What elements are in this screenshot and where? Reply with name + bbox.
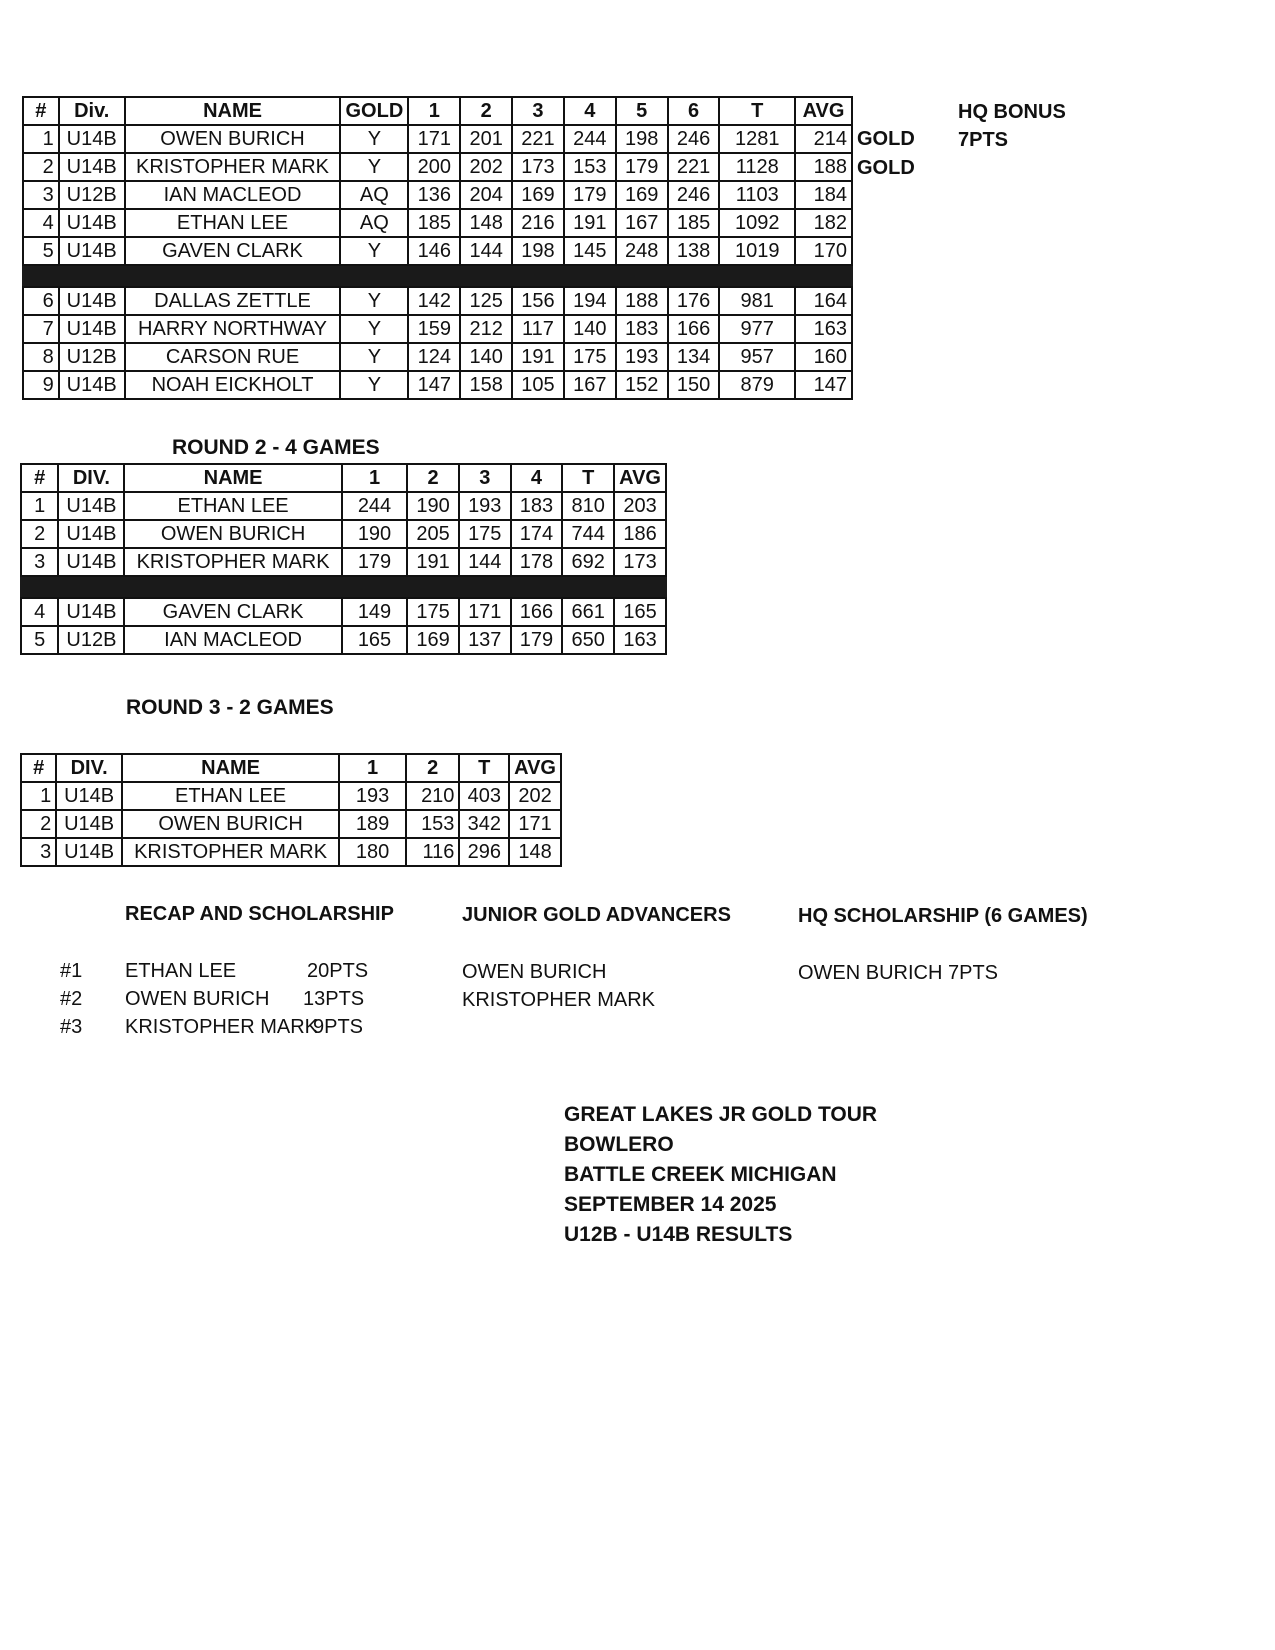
table-row	[21, 838, 561, 866]
gold-mark-1: GOLD	[857, 128, 915, 150]
table-cell: 246	[668, 125, 720, 153]
round1-header-row	[23, 97, 852, 125]
table-cell: 212	[460, 315, 512, 343]
table-cell: 342	[459, 810, 509, 838]
header-game-1: 1	[339, 754, 406, 782]
table-cell: 1019	[719, 237, 795, 265]
table-cell: 202	[509, 782, 561, 810]
table-cell: GAVEN CLARK	[125, 237, 341, 265]
table-cell: 198	[616, 125, 668, 153]
table-row	[21, 810, 561, 838]
recap-pts-1: 20PTS	[307, 960, 369, 982]
table-cell: 145	[564, 237, 616, 265]
table-cell: 185	[408, 209, 460, 237]
header-gold: GOLD	[340, 97, 408, 125]
table-cell: 201	[460, 125, 512, 153]
table-cell: 148	[509, 838, 561, 866]
table-cell: 171	[509, 810, 561, 838]
table-cell: 205	[407, 520, 459, 548]
round2-header-row	[21, 464, 666, 492]
gold-mark-2: GOLD	[857, 157, 915, 179]
table-cell: ETHAN LEE	[124, 492, 342, 520]
table-cell: 3	[21, 838, 56, 866]
table-cell: 191	[564, 209, 616, 237]
table-cell: 879	[719, 371, 795, 399]
header-name: NAME	[122, 754, 339, 782]
header-game-3: 3	[459, 464, 511, 492]
table-cell: 179	[616, 153, 668, 181]
round2-title: ROUND 2 - 4 GAMES	[172, 436, 380, 459]
header-total: T	[719, 97, 795, 125]
table-cell: 180	[339, 838, 406, 866]
table-cell: OWEN BURICH	[122, 810, 339, 838]
advancer-2: KRISTOPHER MARK	[462, 989, 655, 1011]
table-cell: 5	[21, 626, 58, 654]
header-game-1: 1	[408, 97, 460, 125]
table-cell: 144	[459, 548, 511, 576]
table-cell: 176	[668, 287, 720, 315]
table-cell: 140	[460, 343, 512, 371]
separator-bar	[23, 265, 852, 287]
recap-rank-2: #2	[60, 988, 83, 1010]
table-cell: 5	[23, 237, 59, 265]
header-game-4: 4	[564, 97, 616, 125]
table-cell: 138	[668, 237, 720, 265]
table-cell: 189	[339, 810, 406, 838]
header-game-2: 2	[407, 464, 459, 492]
table-row	[23, 125, 852, 153]
table-cell: 190	[407, 492, 459, 520]
table-row	[21, 520, 666, 548]
table-cell: DALLAS ZETTLE	[125, 287, 341, 315]
table-cell: AQ	[340, 209, 408, 237]
table-cell: 144	[460, 237, 512, 265]
table-cell: Y	[340, 315, 408, 343]
table-row	[23, 343, 852, 371]
table-cell: 2	[21, 810, 56, 838]
header-div: DIV.	[58, 464, 124, 492]
table-cell: 153	[564, 153, 616, 181]
table-cell: 246	[668, 181, 720, 209]
round2-table	[20, 463, 667, 655]
table-cell: 165	[342, 626, 407, 654]
table-cell: 650	[562, 626, 614, 654]
table-cell: 147	[408, 371, 460, 399]
table-cell: 244	[564, 125, 616, 153]
round3-title: ROUND 3 - 2 GAMES	[126, 696, 334, 719]
table-cell: 216	[512, 209, 564, 237]
table-cell: 164	[795, 287, 852, 315]
header-rank: #	[21, 464, 58, 492]
table-cell: ETHAN LEE	[122, 782, 339, 810]
table-cell: 167	[564, 371, 616, 399]
table-cell: U14B	[58, 520, 124, 548]
table-cell: 167	[616, 209, 668, 237]
header-total: T	[562, 464, 614, 492]
table-cell: 1281	[719, 125, 795, 153]
table-cell: 183	[616, 315, 668, 343]
table-cell: U14B	[58, 492, 124, 520]
table-cell: 152	[616, 371, 668, 399]
header-game-4: 4	[511, 464, 563, 492]
table-cell: 179	[564, 181, 616, 209]
header-name: NAME	[124, 464, 342, 492]
table-cell: 4	[21, 598, 58, 626]
table-cell: 156	[512, 287, 564, 315]
table-cell: ETHAN LEE	[125, 209, 341, 237]
table-cell: U12B	[59, 181, 125, 209]
table-cell: 3	[23, 181, 59, 209]
table-cell: 4	[23, 209, 59, 237]
table-cell: 146	[408, 237, 460, 265]
table-cell: U12B	[59, 343, 125, 371]
table-cell: U14B	[59, 153, 125, 181]
header-rank: #	[21, 754, 56, 782]
table-cell: OWEN BURICH	[125, 125, 341, 153]
table-cell: 203	[614, 492, 666, 520]
header-game-3: 3	[512, 97, 564, 125]
table-cell: 2	[21, 520, 58, 548]
table-cell: U14B	[59, 125, 125, 153]
table-cell: 1	[21, 782, 56, 810]
header-div: Div.	[59, 97, 125, 125]
table-cell: 957	[719, 343, 795, 371]
table-cell: 175	[459, 520, 511, 548]
header-game-5: 5	[616, 97, 668, 125]
table-cell: 134	[668, 343, 720, 371]
table-cell: 166	[511, 598, 563, 626]
header-rank: #	[23, 97, 59, 125]
table-cell: 188	[795, 153, 852, 181]
table-cell: 200	[408, 153, 460, 181]
table-cell: 7	[23, 315, 59, 343]
table-cell: 6	[23, 287, 59, 315]
table-cell: NOAH EICKHOLT	[125, 371, 341, 399]
table-cell: 163	[795, 315, 852, 343]
table-cell: 173	[512, 153, 564, 181]
table-cell: 147	[795, 371, 852, 399]
table-cell: 2	[23, 153, 59, 181]
recap-title: RECAP AND SCHOLARSHIP	[125, 903, 394, 925]
recap-pts-2: 13PTS	[303, 988, 365, 1010]
table-cell: Y	[340, 371, 408, 399]
table-cell: 204	[460, 181, 512, 209]
round3-table	[20, 753, 562, 867]
table-cell: 149	[342, 598, 407, 626]
table-row	[23, 315, 852, 343]
hq-bonus-value: 7PTS	[958, 129, 1009, 151]
table-cell: 221	[512, 125, 564, 153]
table-cell: U14B	[59, 315, 125, 343]
table-row	[21, 626, 666, 654]
recap-rank-1: #1	[60, 960, 83, 982]
table-cell: AQ	[340, 181, 408, 209]
table-cell: 3	[21, 548, 58, 576]
table-cell: 981	[719, 287, 795, 315]
table-cell: HARRY NORTHWAY	[125, 315, 341, 343]
table-cell: 142	[408, 287, 460, 315]
table-cell: 117	[512, 315, 564, 343]
table-cell: 140	[564, 315, 616, 343]
table-row	[21, 782, 561, 810]
table-cell: 159	[408, 315, 460, 343]
table-cell: 182	[795, 209, 852, 237]
table-cell: KRISTOPHER MARK	[125, 153, 341, 181]
table-row	[23, 237, 852, 265]
table-cell: 125	[460, 287, 512, 315]
table-cell: 173	[614, 548, 666, 576]
table-cell: 158	[460, 371, 512, 399]
table-cell: Y	[340, 153, 408, 181]
table-cell: 193	[459, 492, 511, 520]
table-cell: 191	[512, 343, 564, 371]
table-cell: U14B	[56, 810, 122, 838]
hq-scholarship-title: HQ SCHOLARSHIP (6 GAMES)	[798, 905, 1088, 927]
table-cell: 403	[459, 782, 509, 810]
table-cell: 810	[562, 492, 614, 520]
table-cell: 150	[668, 371, 720, 399]
table-cell: Y	[340, 125, 408, 153]
round1-table	[22, 96, 853, 400]
header-game-6: 6	[668, 97, 720, 125]
table-cell: 244	[342, 492, 407, 520]
table-cell: IAN MACLEOD	[124, 626, 342, 654]
table-cell: 221	[668, 153, 720, 181]
table-cell: 153	[406, 810, 459, 838]
table-cell: 194	[564, 287, 616, 315]
table-row	[21, 492, 666, 520]
hq-bonus-label: HQ BONUS	[958, 101, 1066, 123]
table-cell: 163	[614, 626, 666, 654]
table-cell: 179	[511, 626, 563, 654]
table-cell: CARSON RUE	[125, 343, 341, 371]
table-cell: 185	[668, 209, 720, 237]
header-div: DIV.	[56, 754, 122, 782]
table-cell: 248	[616, 237, 668, 265]
table-cell: 210	[406, 782, 459, 810]
event-tour: GREAT LAKES JR GOLD TOUR	[564, 1103, 878, 1126]
table-cell: 148	[460, 209, 512, 237]
table-cell: 136	[408, 181, 460, 209]
table-cell: 744	[562, 520, 614, 548]
table-cell: 191	[407, 548, 459, 576]
advancer-1: OWEN BURICH	[462, 961, 607, 983]
table-cell: 296	[459, 838, 509, 866]
table-row	[21, 548, 666, 576]
hq-scholarship-name: OWEN BURICH	[798, 962, 943, 984]
table-cell: U14B	[58, 548, 124, 576]
recap-name-1: ETHAN LEE	[125, 960, 237, 982]
event-location: BATTLE CREEK MICHIGAN	[564, 1163, 837, 1186]
round3-header-row	[21, 754, 561, 782]
table-cell: U14B	[56, 782, 122, 810]
table-cell: GAVEN CLARK	[124, 598, 342, 626]
table-cell: 1	[21, 492, 58, 520]
recap-pts-3: 9PTS	[313, 1016, 364, 1038]
table-cell: 178	[511, 548, 563, 576]
table-cell: 171	[459, 598, 511, 626]
table-cell: KRISTOPHER MARK	[124, 548, 342, 576]
table-cell: 175	[407, 598, 459, 626]
table-row	[23, 209, 852, 237]
table-cell: 166	[668, 315, 720, 343]
recap-name-3: KRISTOPHER MARK	[125, 1016, 318, 1038]
table-cell: U14B	[58, 598, 124, 626]
recap-name-2: OWEN BURICH	[125, 988, 270, 1010]
table-cell: 9	[23, 371, 59, 399]
event-info	[564, 1100, 877, 1250]
table-cell: 1103	[719, 181, 795, 209]
event-venue: BOWLERO	[564, 1133, 674, 1156]
table-cell: 188	[616, 287, 668, 315]
header-game-2: 2	[406, 754, 459, 782]
table-cell: 193	[616, 343, 668, 371]
table-cell: 1	[23, 125, 59, 153]
table-cell: 116	[406, 838, 459, 866]
cut-line-separator	[21, 576, 666, 598]
table-cell: Y	[340, 287, 408, 315]
hq-scholarship-pts: 7PTS	[948, 962, 999, 984]
table-cell: 8	[23, 343, 59, 371]
table-cell: KRISTOPHER MARK	[122, 838, 339, 866]
table-row	[21, 598, 666, 626]
table-cell: U12B	[58, 626, 124, 654]
table-cell: Y	[340, 237, 408, 265]
header-avg: AVG	[614, 464, 666, 492]
table-cell: 169	[616, 181, 668, 209]
table-cell: 105	[512, 371, 564, 399]
table-cell: 202	[460, 153, 512, 181]
table-cell: 184	[795, 181, 852, 209]
header-game-2: 2	[460, 97, 512, 125]
table-cell: 692	[562, 548, 614, 576]
table-cell: 169	[407, 626, 459, 654]
table-cell: 169	[512, 181, 564, 209]
event-date: SEPTEMBER 14 2025	[564, 1193, 777, 1216]
header-game-1: 1	[342, 464, 407, 492]
table-cell: 179	[342, 548, 407, 576]
table-cell: 124	[408, 343, 460, 371]
table-cell: 661	[562, 598, 614, 626]
table-cell: 214	[795, 125, 852, 153]
table-cell: 977	[719, 315, 795, 343]
cut-line-separator	[23, 265, 852, 287]
header-avg: AVG	[509, 754, 561, 782]
header-avg: AVG	[795, 97, 852, 125]
table-cell: OWEN BURICH	[124, 520, 342, 548]
table-row	[23, 181, 852, 209]
recap-rank-3: #3	[60, 1016, 83, 1038]
table-cell: U14B	[56, 838, 122, 866]
table-cell: 175	[564, 343, 616, 371]
table-cell: Y	[340, 343, 408, 371]
table-cell: 190	[342, 520, 407, 548]
table-cell: 183	[511, 492, 563, 520]
table-cell: 160	[795, 343, 852, 371]
table-row	[23, 371, 852, 399]
table-cell: 193	[339, 782, 406, 810]
advancers-title: JUNIOR GOLD ADVANCERS	[462, 904, 731, 926]
table-cell: 165	[614, 598, 666, 626]
table-cell: 171	[408, 125, 460, 153]
table-cell: 1128	[719, 153, 795, 181]
table-cell: 170	[795, 237, 852, 265]
table-cell: 137	[459, 626, 511, 654]
table-cell: U14B	[59, 237, 125, 265]
table-row	[23, 153, 852, 181]
table-cell: IAN MACLEOD	[125, 181, 341, 209]
table-cell: 186	[614, 520, 666, 548]
event-divisions: U12B - U14B RESULTS	[564, 1223, 793, 1246]
table-cell: 1092	[719, 209, 795, 237]
separator-bar	[21, 576, 666, 598]
header-name: NAME	[125, 97, 341, 125]
header-total: T	[459, 754, 509, 782]
table-cell: U14B	[59, 371, 125, 399]
table-cell: U14B	[59, 287, 125, 315]
table-row	[23, 287, 852, 315]
table-cell: 198	[512, 237, 564, 265]
table-cell: U14B	[59, 209, 125, 237]
table-cell: 174	[511, 520, 563, 548]
